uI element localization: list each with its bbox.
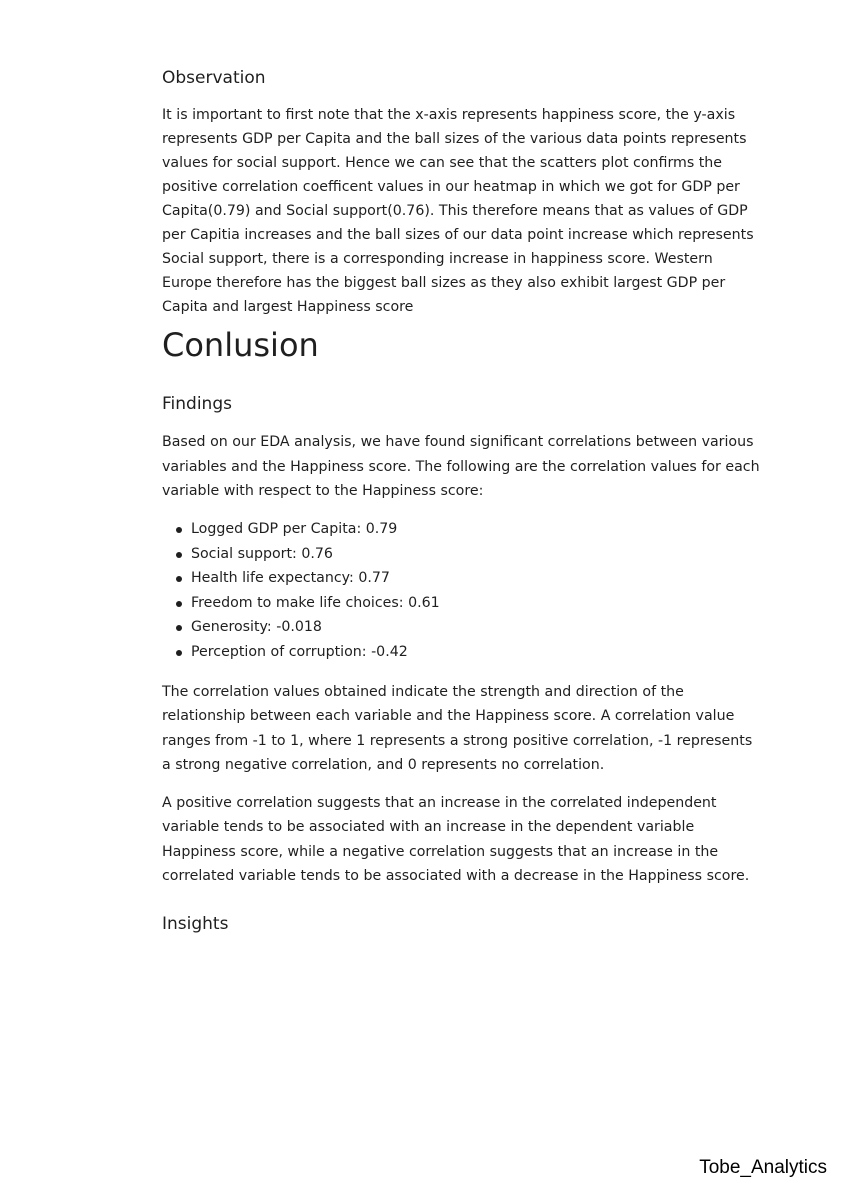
list-item-text: Generosity: -0.018 <box>191 619 322 636</box>
findings-intro-paragraph: Based on our EDA analysis, we have found significant correlations between various variables and the Happiness score. The following are the correlation values for each variable with respect to the Happiness score: <box>162 434 760 499</box>
correlation-explanation-paragraph: The correlation values obtained indicate the strength and direction of the relationship between each variable and the Happiness score. A correlation value ranges from -1 to 1, where 1 represents a strong positive correlation, -1 represents a strong negative correlation, and 0 represents no correlation. <box>162 684 753 773</box>
list-item-text: Social support: 0.76 <box>191 545 333 562</box>
watermark-text: Tobe_Analytics <box>699 1157 827 1178</box>
list-item-text: Freedom to make life choices: 0.61 <box>191 594 440 611</box>
bullet-icon <box>176 576 182 582</box>
list-item <box>162 542 440 567</box>
list-item <box>162 591 440 616</box>
list-item <box>162 566 440 591</box>
list-item-text: Perception of corruption: -0.42 <box>191 643 408 660</box>
conclusion-heading: Conlusion <box>162 326 319 364</box>
insights-heading: Insights <box>162 914 229 934</box>
bullet-icon <box>176 601 182 607</box>
list-item <box>162 517 440 542</box>
bullet-icon <box>176 650 182 656</box>
bullet-icon <box>176 527 182 533</box>
positive-negative-paragraph: A positive correlation suggests that an increase in the correlated independent variable tends to be associated with an increase in the dependent variable Happiness score, while a negative correlation suggests that an increase in the correlated variable tends to be associated with a decrease in the Happiness score. <box>162 795 750 884</box>
bullet-icon <box>176 552 182 558</box>
correlation-list <box>162 517 440 665</box>
observation-paragraph: It is important to first note that the x-axis represents happiness score, the y-axis represents GDP per Capita and the ball sizes of the various data points represents values for social support. Hence we can see that the scatters plot confirms the positive correlation coefficent values in our heatmap in which we got for GDP per Capita(0.79) and Social support(0.76). This therefore means that as values of GDP per Capitia increases and the ball sizes of our data point increase which represents Social support, there is a corresponding increase in happiness score. Western Europe therefore has the biggest ball sizes as they also exhibit largest GDP per Capita and largest Happiness score <box>162 107 754 315</box>
list-item <box>162 615 440 640</box>
bullet-icon <box>176 625 182 631</box>
list-item <box>162 640 440 665</box>
findings-heading: Findings <box>162 394 232 414</box>
observation-heading: Observation <box>162 68 266 88</box>
list-item-text: Health life expectancy: 0.77 <box>191 570 390 587</box>
list-item-text: Logged GDP per Capita: 0.79 <box>191 521 398 537</box>
